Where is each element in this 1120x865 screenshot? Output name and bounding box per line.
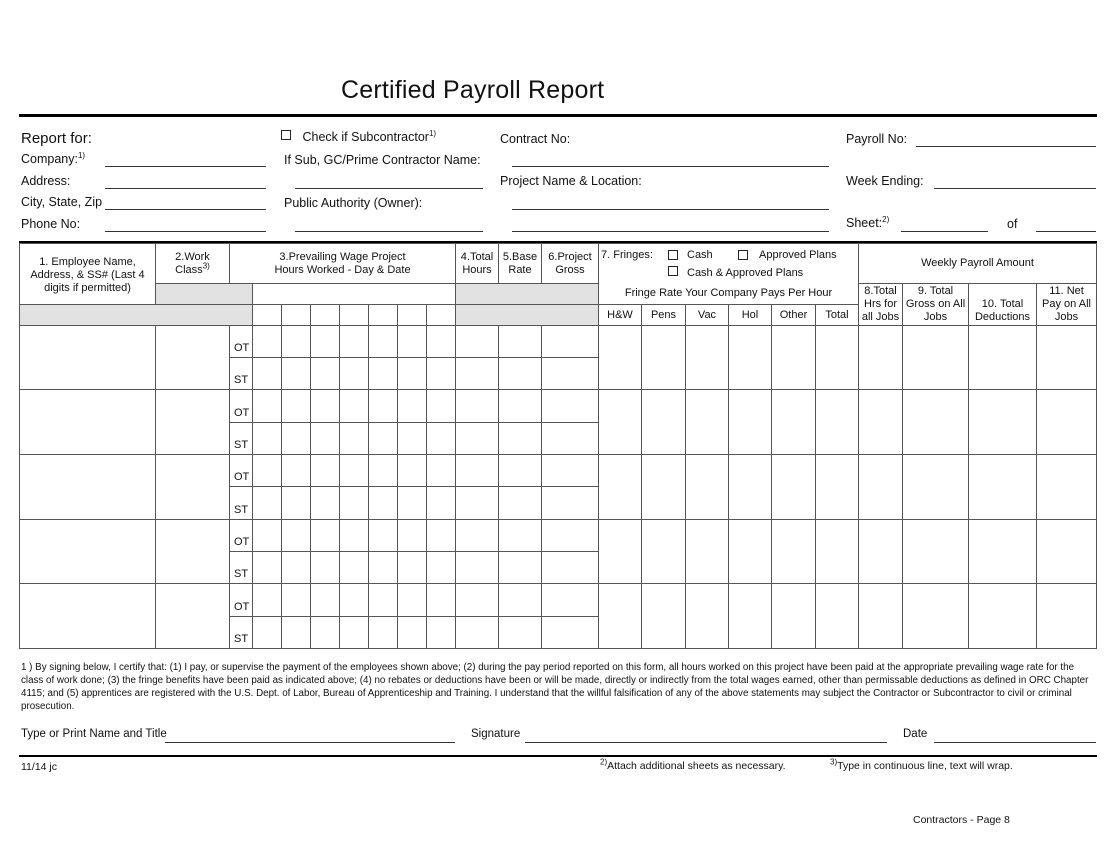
day-hours-cell[interactable] bbox=[427, 358, 456, 390]
day-hours-cell[interactable] bbox=[311, 390, 340, 423]
vac-header: Vac bbox=[686, 305, 729, 326]
day-hours-cell[interactable] bbox=[311, 455, 340, 487]
fringe-cell[interactable] bbox=[729, 584, 772, 649]
payroll-no-field[interactable] bbox=[916, 146, 1096, 147]
day-hours-cell[interactable] bbox=[253, 390, 282, 423]
employee-row-ot bbox=[20, 390, 1097, 423]
day-hours-cell[interactable] bbox=[398, 617, 427, 649]
week-ending-label: Week Ending: bbox=[846, 174, 924, 188]
title-rule bbox=[19, 114, 1097, 117]
amount-cell[interactable] bbox=[542, 552, 599, 584]
col-total-hours-header: 4.Total Hours bbox=[456, 244, 499, 284]
fringe-cell[interactable] bbox=[599, 326, 642, 390]
employee-cell[interactable] bbox=[20, 390, 156, 455]
st-label: ST bbox=[230, 487, 253, 520]
sheet-field[interactable] bbox=[901, 231, 988, 232]
subcontractor-checkbox[interactable] bbox=[281, 130, 291, 140]
day-hours-cell[interactable] bbox=[253, 617, 282, 649]
amount-cell[interactable] bbox=[456, 552, 499, 584]
page-number: Contractors - Page 8 bbox=[913, 814, 1010, 826]
work-class-cell[interactable] bbox=[156, 326, 230, 390]
date-cell[interactable] bbox=[311, 305, 340, 326]
amount-cell[interactable] bbox=[456, 390, 499, 423]
form-code: 11/14 jc bbox=[21, 761, 57, 773]
contract-no-field[interactable] bbox=[512, 166, 829, 167]
day-hours-cell[interactable] bbox=[311, 326, 340, 358]
day-hours-cell[interactable] bbox=[427, 520, 456, 552]
day-hours-cell[interactable] bbox=[311, 487, 340, 520]
day-hours-cell[interactable] bbox=[340, 455, 369, 487]
address-label: Address: bbox=[21, 174, 71, 188]
amount-cell[interactable] bbox=[542, 617, 599, 649]
col-hours-worked-header: 3.Prevailing Wage Project Hours Worked - Day & Date bbox=[230, 244, 456, 284]
day-hours-cell[interactable] bbox=[427, 552, 456, 584]
weekly-payroll-header: Weekly Payroll Amount bbox=[859, 244, 1097, 284]
day-hours-cell[interactable] bbox=[369, 552, 398, 584]
work-class-cell[interactable] bbox=[156, 390, 230, 455]
work-class-cell[interactable] bbox=[156, 455, 230, 520]
weekly-amount-cell[interactable] bbox=[969, 455, 1037, 520]
day-hours-cell[interactable] bbox=[253, 487, 282, 520]
weekly-amount-cell[interactable] bbox=[1037, 455, 1097, 520]
day-hours-cell[interactable] bbox=[340, 423, 369, 455]
day-hours-cell[interactable] bbox=[427, 487, 456, 520]
employee-rows bbox=[20, 326, 1097, 649]
amount-cell[interactable] bbox=[542, 584, 599, 617]
weekly-amount-cell[interactable] bbox=[1037, 520, 1097, 584]
check-subcontractor[interactable]: Check if Subcontractor$^{1)}$ bbox=[281, 130, 436, 144]
fringe-cell[interactable] bbox=[686, 390, 729, 455]
weekly-amount-cell[interactable] bbox=[903, 455, 969, 520]
st-label: ST bbox=[230, 423, 253, 455]
grey-filler bbox=[20, 305, 253, 326]
fringe-cell[interactable] bbox=[772, 455, 816, 520]
fringe-cell[interactable] bbox=[642, 455, 686, 520]
amount-cell[interactable] bbox=[499, 358, 542, 390]
weekly-amount-cell[interactable] bbox=[1037, 584, 1097, 649]
ot-label: OT bbox=[230, 326, 253, 358]
employee-cell[interactable] bbox=[20, 520, 156, 584]
hol-header: Hol bbox=[729, 305, 772, 326]
amount-cell[interactable] bbox=[499, 326, 542, 358]
day-hours-cell[interactable] bbox=[311, 584, 340, 617]
total-header: Total bbox=[816, 305, 859, 326]
project-name-field[interactable] bbox=[512, 209, 829, 210]
signature-label: Signature bbox=[471, 728, 521, 740]
day-hours-cell[interactable] bbox=[398, 520, 427, 552]
work-class-cell[interactable] bbox=[156, 584, 230, 649]
amount-cell[interactable] bbox=[499, 390, 542, 423]
ot-label: OT bbox=[230, 390, 253, 423]
col-deductions-header: 10. Total Deductions bbox=[969, 284, 1037, 326]
signature-field[interactable] bbox=[525, 742, 887, 743]
fringe-cell[interactable] bbox=[686, 326, 729, 390]
day-hours-cell[interactable] bbox=[369, 520, 398, 552]
day-hours-cell[interactable] bbox=[427, 326, 456, 358]
address-field[interactable] bbox=[105, 188, 266, 189]
fringe-cell[interactable] bbox=[642, 520, 686, 584]
fringe-cell[interactable] bbox=[729, 455, 772, 520]
amount-cell[interactable] bbox=[456, 584, 499, 617]
fringe-cell[interactable] bbox=[772, 584, 816, 649]
date-cell[interactable] bbox=[253, 305, 282, 326]
amount-cell[interactable] bbox=[542, 487, 599, 520]
fringe-cell[interactable] bbox=[599, 520, 642, 584]
amount-cell[interactable] bbox=[499, 584, 542, 617]
st-label: ST bbox=[230, 552, 253, 584]
fringe-cell[interactable] bbox=[772, 390, 816, 455]
weekly-amount-cell[interactable] bbox=[969, 326, 1037, 390]
amount-cell[interactable] bbox=[456, 617, 499, 649]
col-net-pay-header: 11. Net Pay on All Jobs bbox=[1037, 284, 1097, 326]
ot-label: OT bbox=[230, 584, 253, 617]
day-hours-cell[interactable] bbox=[369, 390, 398, 423]
report-for-label: Report for: bbox=[21, 130, 92, 147]
day-hours-cell[interactable] bbox=[253, 455, 282, 487]
fringe-cell[interactable] bbox=[686, 520, 729, 584]
employee-row-ot bbox=[20, 584, 1097, 617]
day-hours-cell[interactable] bbox=[369, 358, 398, 390]
cash-approved-checkbox[interactable] bbox=[668, 266, 678, 276]
certification-text: 1 ) By signing below, I certify that: (1) I pay, or supervise the payment of the employees shown above; (2) during the pay period reported on this form, all hours worked on this project have been paid at the appropriate prevailing wage rate for the class of work done; (3) the fringe benefits have been paid as indicated above; (4) no rebates or deductions have been or will be made, directly or indirectly from the total wages earned, other than permissable deductions as defined in ORC Chapter 4115; and (5) apprentices are registered with the U.S. Dept. of Labor, Bureau of Apprenticeship and Training. I understand that the willful falsification of any of the above statements may subject the Contractor or Subcontractor to civil or criminal prosecution. bbox=[21, 662, 1089, 712]
day-hours-cell[interactable] bbox=[398, 326, 427, 358]
footnote-2: $^{2)}$Attach additional sheets as necessary. bbox=[600, 757, 786, 772]
of-label: of bbox=[1007, 217, 1018, 231]
day-hours-cell[interactable] bbox=[398, 358, 427, 390]
date-label: Date bbox=[903, 728, 928, 740]
weekly-amount-cell[interactable] bbox=[903, 326, 969, 390]
fringe-cell[interactable] bbox=[599, 390, 642, 455]
grey-filler bbox=[156, 284, 253, 305]
day-hours-cell[interactable] bbox=[427, 584, 456, 617]
col-project-gross-header: 6.Project Gross bbox=[542, 244, 599, 284]
header-row-2 bbox=[20, 284, 1097, 305]
weekly-amount-cell[interactable] bbox=[1037, 326, 1097, 390]
day-hours-cell[interactable] bbox=[282, 390, 311, 423]
weekly-amount-cell[interactable] bbox=[1037, 390, 1097, 455]
sheet-of-field[interactable] bbox=[1036, 231, 1096, 232]
day-hours-cell[interactable] bbox=[369, 455, 398, 487]
company-label: Company:$^{1)}$ bbox=[21, 150, 86, 166]
fringe-cell[interactable] bbox=[816, 390, 859, 455]
amount-cell[interactable] bbox=[499, 487, 542, 520]
day-hours-cell[interactable] bbox=[282, 487, 311, 520]
day-hours-cell[interactable] bbox=[398, 552, 427, 584]
fringe-cell[interactable] bbox=[642, 390, 686, 455]
amount-cell[interactable] bbox=[499, 423, 542, 455]
day-hours-cell[interactable] bbox=[369, 617, 398, 649]
fringe-cell[interactable] bbox=[599, 584, 642, 649]
ot-label: OT bbox=[230, 455, 253, 487]
day-hours-cell[interactable] bbox=[427, 617, 456, 649]
date-cell[interactable] bbox=[340, 305, 369, 326]
amount-cell[interactable] bbox=[456, 487, 499, 520]
name-title-field[interactable] bbox=[165, 742, 455, 743]
employee-cell[interactable] bbox=[20, 326, 156, 390]
amount-cell[interactable] bbox=[499, 455, 542, 487]
other-header: Other bbox=[772, 305, 816, 326]
amount-cell[interactable] bbox=[499, 552, 542, 584]
employee-row-ot bbox=[20, 326, 1097, 358]
fringe-cell[interactable] bbox=[816, 520, 859, 584]
day-hours-cell[interactable] bbox=[282, 617, 311, 649]
employee-cell[interactable] bbox=[20, 455, 156, 520]
weekly-amount-cell[interactable] bbox=[969, 520, 1037, 584]
day-hours-cell[interactable] bbox=[427, 455, 456, 487]
fringe-cell[interactable] bbox=[816, 584, 859, 649]
day-hours-cell[interactable] bbox=[369, 423, 398, 455]
day-hours-cell[interactable] bbox=[340, 390, 369, 423]
day-hours-cell[interactable] bbox=[311, 423, 340, 455]
pens-header: Pens bbox=[642, 305, 686, 326]
fringe-cell[interactable] bbox=[599, 455, 642, 520]
city-state-zip-label: City, State, Zip bbox=[21, 195, 103, 209]
day-hours-cell[interactable] bbox=[253, 358, 282, 390]
fringe-cell[interactable] bbox=[772, 520, 816, 584]
amount-cell[interactable] bbox=[499, 617, 542, 649]
day-hours-cell[interactable] bbox=[398, 584, 427, 617]
day-hours-cell[interactable] bbox=[369, 326, 398, 358]
footer-rule bbox=[19, 755, 1097, 757]
col-employee-header: 1. Employee Name, Address, & SS# (Last 4 digits if permitted) bbox=[20, 244, 156, 305]
day-hours-cell[interactable] bbox=[427, 390, 456, 423]
date-cell[interactable] bbox=[398, 305, 427, 326]
day-date-cell[interactable] bbox=[253, 284, 456, 305]
fringe-cell[interactable] bbox=[686, 584, 729, 649]
fringe-cell[interactable] bbox=[642, 584, 686, 649]
day-hours-cell[interactable] bbox=[253, 552, 282, 584]
employee-row-ot bbox=[20, 455, 1097, 487]
weekly-amount-cell[interactable] bbox=[859, 390, 903, 455]
day-hours-cell[interactable] bbox=[282, 358, 311, 390]
day-hours-cell[interactable] bbox=[398, 455, 427, 487]
col-work-class-header: 2.Work Class$^{3)}$ bbox=[156, 244, 230, 284]
day-hours-cell[interactable] bbox=[340, 487, 369, 520]
grey-filler bbox=[456, 284, 599, 305]
fringe-cell[interactable] bbox=[816, 326, 859, 390]
fringe-rate-label: Fringe Rate Your Company Pays Per Hour bbox=[599, 284, 859, 305]
sheet-label: Sheet:$^{2)}$ bbox=[846, 214, 890, 230]
col-base-rate-header: 5.Base Rate bbox=[499, 244, 542, 284]
day-hours-cell[interactable] bbox=[340, 584, 369, 617]
day-hours-cell[interactable] bbox=[340, 326, 369, 358]
amount-cell[interactable] bbox=[456, 520, 499, 552]
payroll-table bbox=[19, 243, 1097, 649]
weekly-amount-cell[interactable] bbox=[903, 520, 969, 584]
st-label: ST bbox=[230, 617, 253, 649]
fringe-cell[interactable] bbox=[686, 455, 729, 520]
fringe-cell[interactable] bbox=[729, 326, 772, 390]
day-hours-cell[interactable] bbox=[340, 617, 369, 649]
ot-label: OT bbox=[230, 520, 253, 552]
date-cell[interactable] bbox=[369, 305, 398, 326]
day-hours-cell[interactable] bbox=[282, 520, 311, 552]
cash-checkbox[interactable] bbox=[668, 250, 678, 260]
amount-cell[interactable] bbox=[542, 423, 599, 455]
amount-cell[interactable] bbox=[542, 455, 599, 487]
grey-filler bbox=[456, 305, 599, 326]
phone-field[interactable] bbox=[105, 231, 266, 232]
approved-plans-checkbox[interactable] bbox=[738, 250, 748, 260]
day-hours-cell[interactable] bbox=[282, 552, 311, 584]
employee-cell[interactable] bbox=[20, 584, 156, 649]
weekly-amount-cell[interactable] bbox=[903, 390, 969, 455]
amount-cell[interactable] bbox=[456, 455, 499, 487]
day-hours-cell[interactable] bbox=[253, 584, 282, 617]
day-hours-cell[interactable] bbox=[427, 423, 456, 455]
amount-cell[interactable] bbox=[456, 358, 499, 390]
day-hours-cell[interactable] bbox=[311, 358, 340, 390]
amount-cell[interactable] bbox=[456, 423, 499, 455]
day-hours-cell[interactable] bbox=[253, 520, 282, 552]
amount-cell[interactable] bbox=[456, 326, 499, 358]
col-fringes-header: 7. Fringes: Cash Approved Plans Cash & Approved Plans bbox=[599, 244, 859, 284]
amount-cell[interactable] bbox=[542, 520, 599, 552]
day-hours-cell[interactable] bbox=[340, 358, 369, 390]
fringe-cell[interactable] bbox=[642, 326, 686, 390]
weekly-amount-cell[interactable] bbox=[903, 584, 969, 649]
amount-cell[interactable] bbox=[542, 358, 599, 390]
day-hours-cell[interactable] bbox=[282, 423, 311, 455]
day-hours-cell[interactable] bbox=[369, 584, 398, 617]
day-hours-cell[interactable] bbox=[398, 390, 427, 423]
col-total-hrs-all-header: 8.Total Hrs for all Jobs bbox=[859, 284, 903, 326]
company-field[interactable] bbox=[105, 166, 266, 167]
amount-cell[interactable] bbox=[542, 326, 599, 358]
public-authority-label: Public Authority (Owner): bbox=[284, 196, 423, 210]
day-hours-cell[interactable] bbox=[253, 423, 282, 455]
st-label: ST bbox=[230, 358, 253, 390]
project-name-label: Project Name & Location: bbox=[500, 174, 642, 188]
day-hours-cell[interactable] bbox=[369, 487, 398, 520]
col-total-gross-header: 9. Total Gross on All Jobs bbox=[903, 284, 969, 326]
weekly-amount-cell[interactable] bbox=[859, 584, 903, 649]
name-title-label: Type or Print Name and Title bbox=[21, 728, 167, 740]
day-hours-cell[interactable] bbox=[282, 584, 311, 617]
employee-row-ot bbox=[20, 520, 1097, 552]
project-location-field[interactable] bbox=[512, 231, 829, 232]
weekly-amount-cell[interactable] bbox=[969, 584, 1037, 649]
week-ending-field[interactable] bbox=[934, 188, 1096, 189]
day-hours-cell[interactable] bbox=[311, 617, 340, 649]
fringe-cell[interactable] bbox=[729, 520, 772, 584]
amount-cell[interactable] bbox=[499, 520, 542, 552]
page-title: Certified Payroll Report bbox=[341, 76, 605, 104]
if-sub-label: If Sub, GC/Prime Contractor Name: bbox=[284, 153, 481, 167]
day-hours-cell[interactable] bbox=[311, 552, 340, 584]
footnote-3: $^{3)}$Type in continuous line, text will wrap. bbox=[830, 757, 1013, 772]
header-row-1 bbox=[20, 244, 1097, 284]
day-hours-cell[interactable] bbox=[398, 487, 427, 520]
work-class-cell[interactable] bbox=[156, 520, 230, 584]
day-hours-cell[interactable] bbox=[282, 455, 311, 487]
day-hours-cell[interactable] bbox=[282, 326, 311, 358]
day-hours-cell[interactable] bbox=[311, 520, 340, 552]
fringe-cell[interactable] bbox=[772, 326, 816, 390]
weekly-amount-cell[interactable] bbox=[859, 520, 903, 584]
public-authority-field[interactable] bbox=[295, 231, 483, 232]
day-hours-cell[interactable] bbox=[340, 552, 369, 584]
fringe-cell[interactable] bbox=[816, 455, 859, 520]
weekly-amount-cell[interactable] bbox=[969, 390, 1037, 455]
date-cell[interactable] bbox=[282, 305, 311, 326]
payroll-no-label: Payroll No: bbox=[846, 132, 908, 146]
day-hours-cell[interactable] bbox=[398, 423, 427, 455]
amount-cell[interactable] bbox=[542, 390, 599, 423]
hw-header: H&W bbox=[599, 305, 642, 326]
date-cell[interactable] bbox=[427, 305, 456, 326]
city-state-zip-field[interactable] bbox=[105, 209, 266, 210]
weekly-amount-cell[interactable] bbox=[859, 455, 903, 520]
contract-no-label: Contract No: bbox=[500, 132, 571, 146]
day-hours-cell[interactable] bbox=[340, 520, 369, 552]
day-hours-cell[interactable] bbox=[253, 326, 282, 358]
fringe-cell[interactable] bbox=[729, 390, 772, 455]
gc-prime-field[interactable] bbox=[295, 188, 483, 189]
date-field[interactable] bbox=[934, 742, 1096, 743]
phone-label: Phone No: bbox=[21, 217, 81, 231]
weekly-amount-cell[interactable] bbox=[859, 326, 903, 390]
